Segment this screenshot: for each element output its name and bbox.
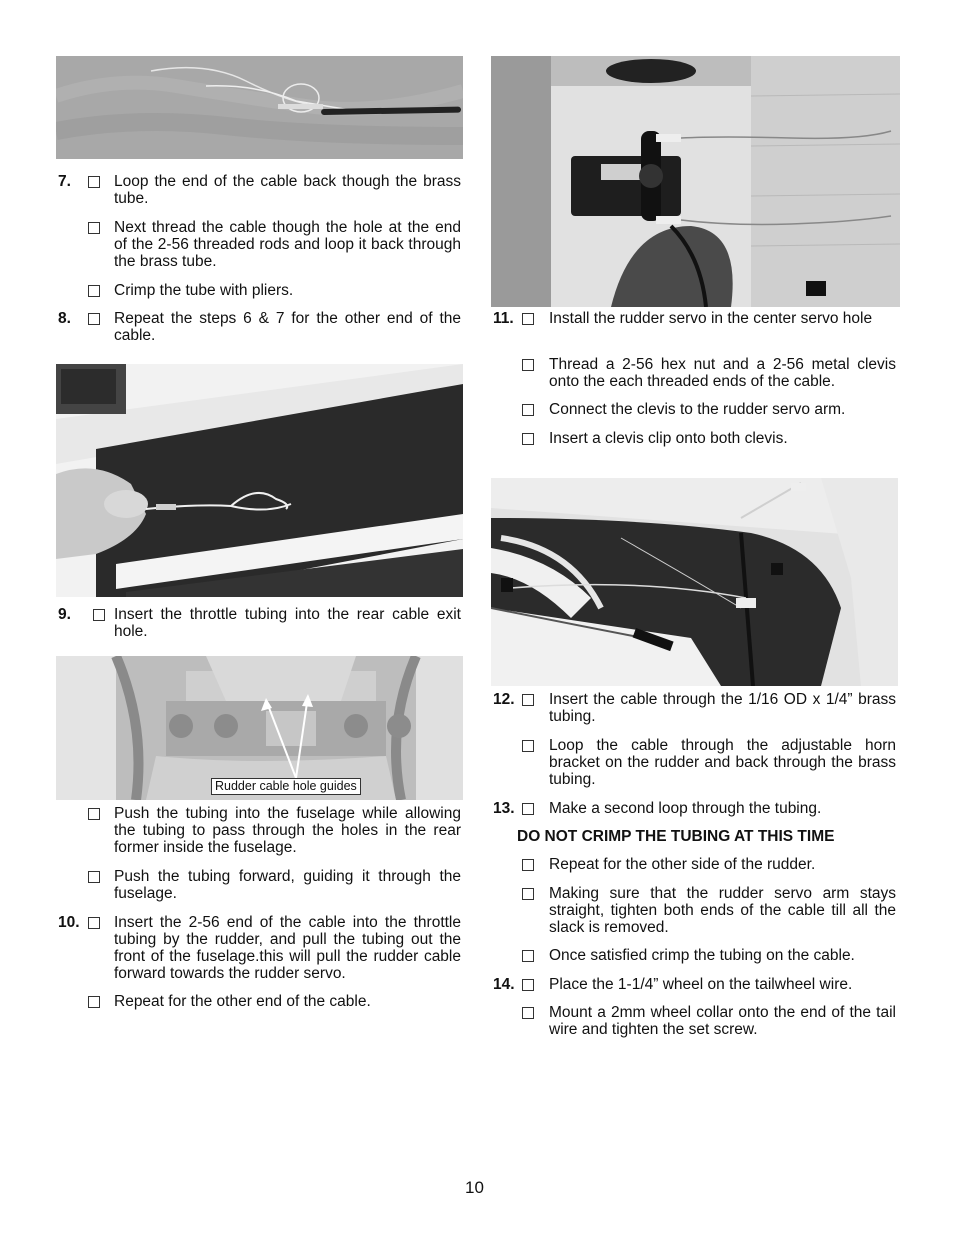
step-8-text: Repeat the steps 6 & 7 for the other end of the cable. <box>114 310 461 344</box>
step-11-checkbox-1[interactable] <box>522 313 534 325</box>
step-13-text-4: Once satisfied crimp the tubing on the cable. <box>549 947 855 964</box>
step-11-checkbox-4[interactable] <box>522 433 534 445</box>
crimp-warning: DO NOT CRIMP THE TUBING AT THIS TIME <box>517 828 835 845</box>
photo-rudder-servo <box>491 56 900 307</box>
step-7-checkbox-1[interactable] <box>88 176 100 188</box>
step-13-checkbox-4[interactable] <box>522 950 534 962</box>
step-7-text-1: Loop the end of the cable back though the brass tube. <box>114 173 461 207</box>
photo-cable-on-wing <box>56 364 463 597</box>
step-9b-text-2: Push the tubing forward, guiding it through the fuselage. <box>114 868 461 902</box>
step-12-number: 12. <box>493 691 515 708</box>
step-8-number: 8. <box>58 310 71 327</box>
step-14-number: 14. <box>493 976 515 993</box>
step-9b-text-1: Push the tubing into the fuselage while allowing the tubing to pass through the holes in the rear former inside the fuselage. <box>114 805 461 856</box>
step-10-text-1: Insert the 2-56 end of the cable into the throttle tubing by the rudder, and pull the tubing out the front of the fuselage.this will pull the rudder cable forward towards the rudder servo. <box>114 914 461 982</box>
step-12-text-2: Loop the cable through the adjustable horn bracket on the rudder and back through the brass tubing. <box>549 737 896 788</box>
step-7-text-3: Crimp the tube with pliers. <box>114 282 294 299</box>
step-9b-checkbox-1[interactable] <box>88 808 100 820</box>
step-14-text-2: Mount a 2mm wheel collar onto the end of the tail wire and tighten the set screw. <box>549 1004 896 1038</box>
step-13-text-1: Make a second loop through the tubing. <box>549 800 822 817</box>
step-9-checkbox[interactable] <box>93 609 105 621</box>
photo-rudder-horn <box>491 478 898 686</box>
step-11-checkbox-2[interactable] <box>522 359 534 371</box>
step-14-text-1: Place the 1-1/4” wheel on the tailwheel wire. <box>549 976 853 993</box>
step-10-checkbox-2[interactable] <box>88 996 100 1008</box>
step-7-number: 7. <box>58 173 71 190</box>
step-13-checkbox-2[interactable] <box>522 859 534 871</box>
step-11-text-2: Thread a 2-56 hex nut and a 2-56 metal clevis onto the each threaded ends of the cable. <box>549 356 896 390</box>
step-13-number: 13. <box>493 800 515 817</box>
step-14-checkbox-2[interactable] <box>522 1007 534 1019</box>
step-13-checkbox-1[interactable] <box>522 803 534 815</box>
step-11-text-4: Insert a clevis clip onto both clevis. <box>549 430 788 447</box>
step-12-text-1: Insert the cable through the 1/16 OD x 1/4” brass tubing. <box>549 691 896 725</box>
step-10-checkbox-1[interactable] <box>88 917 100 929</box>
step-11-checkbox-3[interactable] <box>522 404 534 416</box>
step-11-number: 11. <box>493 310 514 327</box>
step-10-text-2: Repeat for the other end of the cable. <box>114 993 371 1010</box>
step-7-text-2: Next thread the cable though the hole at the end of the 2-56 threaded rods and loop it back through the brass tube. <box>114 219 461 270</box>
step-7-checkbox-3[interactable] <box>88 285 100 297</box>
step-9b-checkbox-2[interactable] <box>88 871 100 883</box>
step-7-checkbox-2[interactable] <box>88 222 100 234</box>
step-9-number: 9. <box>58 606 71 623</box>
photo-rear-former <box>56 656 463 800</box>
photo-caption: Rudder cable hole guides <box>211 778 361 795</box>
step-10-number: 10. <box>58 914 80 931</box>
step-14-checkbox-1[interactable] <box>522 979 534 991</box>
step-8-checkbox[interactable] <box>88 313 100 325</box>
step-13-text-3: Making sure that the rudder servo arm stays straight, tighten both ends of the cable till all the slack is removed. <box>549 885 896 936</box>
page-number: 10 <box>465 1178 484 1197</box>
step-13-checkbox-3[interactable] <box>522 888 534 900</box>
photo-cable-loop <box>56 56 463 159</box>
step-13-text-2: Repeat for the other side of the rudder. <box>549 856 816 873</box>
step-12-checkbox-1[interactable] <box>522 694 534 706</box>
step-9-text: Insert the throttle tubing into the rear cable exit hole. <box>114 606 461 640</box>
step-11-text-1: Install the rudder servo in the center servo hole <box>549 310 873 327</box>
step-11-text-3: Connect the clevis to the rudder servo arm. <box>549 401 846 418</box>
step-12-checkbox-2[interactable] <box>522 740 534 752</box>
